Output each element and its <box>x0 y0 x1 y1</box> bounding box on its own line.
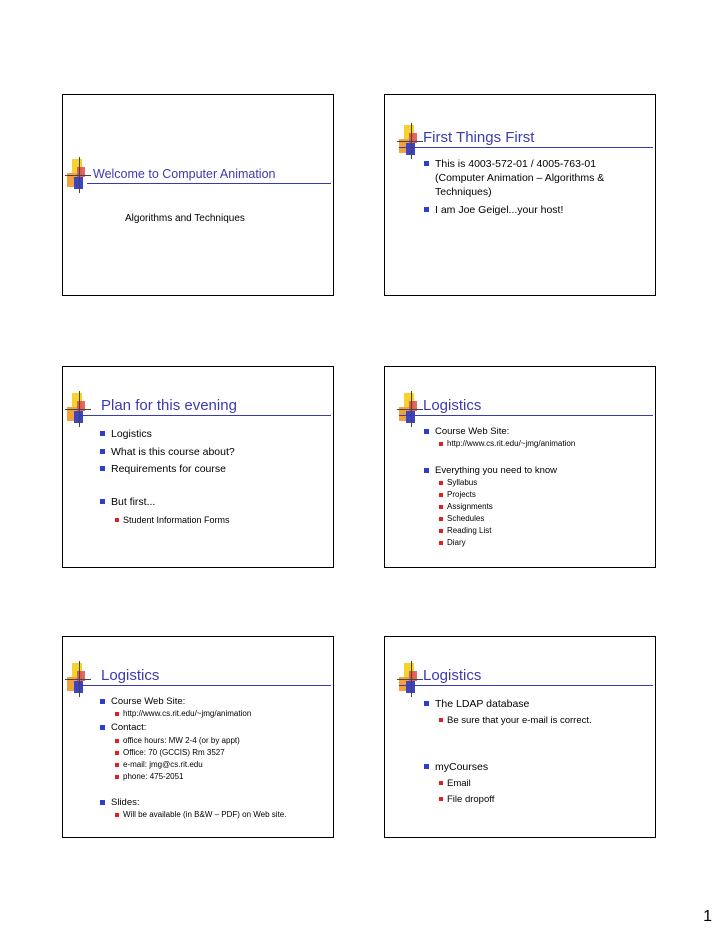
bullet-icon <box>100 725 105 730</box>
slide-3 <box>62 366 334 568</box>
bullet-icon <box>424 161 429 166</box>
sub-bullet-icon <box>115 763 119 767</box>
bullet-ldap: The LDAP database <box>435 697 529 711</box>
bullet-icon <box>424 764 429 769</box>
title-rule <box>77 415 331 416</box>
slide-logo-icon <box>399 393 423 427</box>
bullet-icon <box>424 701 429 706</box>
slide-6 <box>384 636 656 838</box>
slide-title: Plan for this evening <box>101 397 237 414</box>
slide-logo-icon <box>67 393 91 427</box>
sub-bullet-url: http://www.cs.rit.edu/~jmg/animation <box>123 709 251 719</box>
sub-bullet-icon <box>115 751 119 755</box>
page-number: 1 <box>703 908 712 925</box>
slide-4 <box>384 366 656 568</box>
sub-bullet-info-forms: Student Information Forms <box>123 515 230 525</box>
title-rule <box>87 183 331 184</box>
sub-bullet-diary: Diary <box>447 538 466 548</box>
bullet-host: I am Joe Geigel...your host! <box>435 203 563 217</box>
sub-bullet-icon <box>115 739 119 743</box>
bullet-logistics: Logistics <box>111 427 152 441</box>
slide-logo-icon <box>67 159 91 193</box>
slide-logo-icon <box>399 663 423 697</box>
sub-bullet-email-correct: Be sure that your e-mail is correct. <box>447 715 592 727</box>
bullet-but-first: But first... <box>111 495 155 509</box>
sub-bullet-schedules: Schedules <box>447 514 484 524</box>
bullet-icon <box>100 800 105 805</box>
sub-bullet-icon <box>115 712 119 716</box>
sub-bullet-phone: phone: 475-2051 <box>123 772 184 782</box>
bullet-icon <box>100 699 105 704</box>
sub-bullet-office: Office: 70 (GCCIS) Rm 3527 <box>123 748 225 758</box>
sub-bullet-syllabus: Syllabus <box>447 478 477 488</box>
sub-bullet-icon <box>115 813 119 817</box>
sub-bullet-icon <box>439 517 443 521</box>
sub-bullet-email: e-mail: jmg@cs.rit.edu <box>123 760 203 770</box>
sub-bullet-icon <box>439 442 443 446</box>
title-rule <box>399 147 653 148</box>
bullet-icon <box>100 499 105 504</box>
slide-logo-icon <box>67 663 91 697</box>
bullet-icon <box>100 431 105 436</box>
sub-bullet-file-dropoff: File dropoff <box>447 794 494 806</box>
sub-bullet-icon <box>439 718 443 722</box>
sub-bullet-icon <box>439 797 443 801</box>
title-rule <box>399 685 653 686</box>
bullet-contact: Contact: <box>111 721 146 735</box>
sub-bullet-url: http://www.cs.rit.edu/~jmg/animation <box>447 439 575 449</box>
slide-1 <box>62 94 334 296</box>
sub-bullet-reading-list: Reading List <box>447 526 491 536</box>
sub-bullet-icon <box>439 481 443 485</box>
bullet-course-web-site: Course Web Site: <box>111 695 185 709</box>
bullet-icon <box>424 468 429 473</box>
bullet-icon <box>100 449 105 454</box>
slide-title: Logistics <box>423 667 482 684</box>
sub-bullet-icon <box>439 781 443 785</box>
title-rule <box>77 685 331 686</box>
slide-title: Welcome to Computer Animation <box>93 167 276 181</box>
sub-bullet-projects: Projects <box>447 490 476 500</box>
bullet-course-web-site: Course Web Site: <box>435 425 509 439</box>
bullet-course-about: What is this course about? <box>111 445 235 459</box>
sub-bullet-office-hours: office hours: MW 2-4 (or by appt) <box>123 736 240 746</box>
bullet-requirements: Requirements for course <box>111 462 226 476</box>
bullet-icon <box>100 466 105 471</box>
bullet-course-number: This is 4003-572-01 / 4005-763-01 (Computer Animation – Algorithms & Techniques) <box>435 157 604 199</box>
slide-2 <box>384 94 656 296</box>
sub-bullet-icon <box>439 505 443 509</box>
sub-bullet-icon <box>439 493 443 497</box>
bullet-slides: Slides: <box>111 796 140 810</box>
sub-bullet-slides-availability: Will be available (in B&W – PDF) on Web site. <box>123 810 286 820</box>
slide-title: Logistics <box>101 667 160 684</box>
title-rule <box>399 415 653 416</box>
slide-title: First Things First <box>423 129 535 146</box>
sub-bullet-icon <box>115 775 119 779</box>
bullet-icon <box>424 429 429 434</box>
sub-bullet-icon <box>439 529 443 533</box>
bullet-everything: Everything you need to know <box>435 464 557 478</box>
slide-5 <box>62 636 334 838</box>
bullet-mycourses: myCourses <box>435 760 488 774</box>
sub-bullet-icon <box>439 541 443 545</box>
slide-subtitle: Algorithms and Techniques <box>125 213 245 224</box>
bullet-icon <box>424 207 429 212</box>
slide-logo-icon <box>399 125 423 159</box>
slide-title: Logistics <box>423 397 482 414</box>
sub-bullet-assignments: Assignments <box>447 502 493 512</box>
sub-bullet-email: Email <box>447 778 471 790</box>
sub-bullet-icon <box>115 518 119 522</box>
